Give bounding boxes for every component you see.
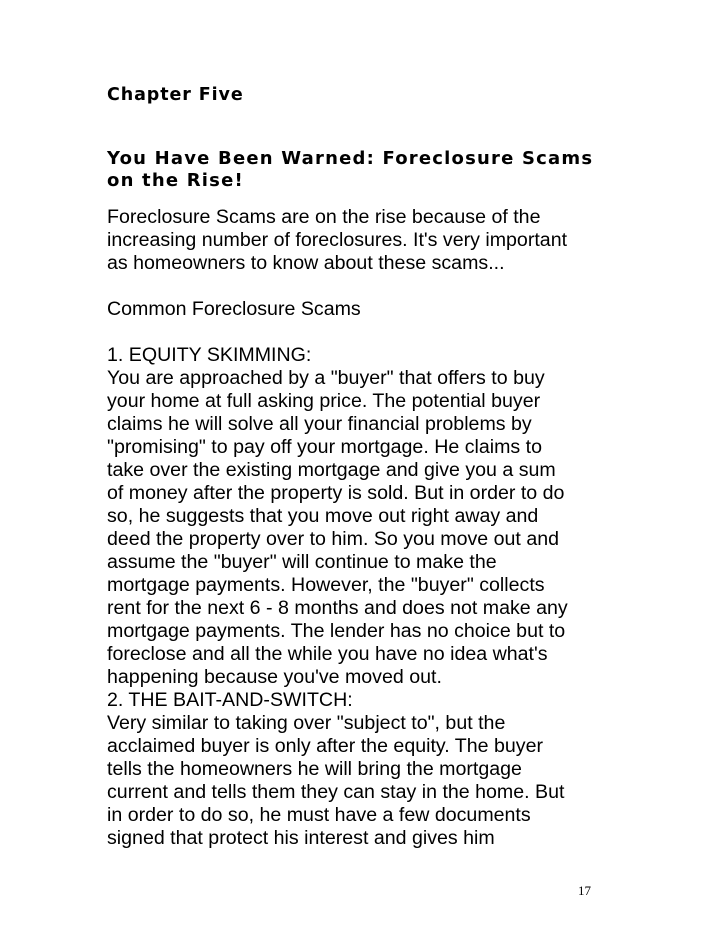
paragraph-line: signed that protect his interest and gives him — [107, 827, 495, 849]
chapter-heading: Chapter Five — [107, 85, 244, 105]
paragraph-line: claims he will solve all your financial problems by — [107, 413, 532, 435]
title-line: on the Rise! — [107, 170, 244, 191]
paragraph-line: take over the existing mortgage and give you a sum — [107, 459, 556, 481]
section-heading: 2. THE BAIT-AND-SWITCH: — [107, 689, 353, 711]
paragraph-line: increasing number of foreclosures. It's very important — [107, 229, 568, 251]
intro-paragraph — [107, 206, 627, 275]
paragraph-line: of money after the property is sold. But in order to do — [107, 482, 565, 504]
paragraph-line: assume the "buyer" will continue to make the — [107, 551, 497, 573]
paragraph-line: acclaimed buyer is only after the equity. The buyer — [107, 735, 544, 757]
section-heading: 1. EQUITY SKIMMING: — [107, 344, 312, 366]
paragraph-line: current and tells them they can stay in the home. But — [107, 781, 565, 803]
section-subheading: Common Foreclosure Scams — [107, 298, 361, 320]
paragraph-line: You are approached by a "buyer" that offers to buy — [107, 367, 545, 389]
paragraph-line: as homeowners to know about these scams... — [107, 252, 505, 274]
paragraph-line: mortgage payments. The lender has no choice but to — [107, 620, 566, 642]
section-subheading-block — [107, 298, 627, 321]
chapter-title — [107, 148, 627, 192]
paragraph-line: Very similar to taking over "subject to", but the — [107, 712, 506, 734]
paragraph-line: "promising" to pay off your mortgage. He claims to — [107, 436, 543, 458]
paragraph-line: deed the property over to him. So you move out and — [107, 528, 560, 550]
paragraph-line: your home at full asking price. The potential buyer — [107, 390, 541, 412]
page-number: 17 — [578, 883, 591, 898]
paragraph-line: tells the homeowners he will bring the mortgage — [107, 758, 522, 780]
paragraph-line: foreclose and all the while you have no idea what's — [107, 643, 548, 665]
paragraph-line: Foreclosure Scams are on the rise because of the — [107, 206, 541, 228]
paragraph-line: mortgage payments. However, the "buyer" collects — [107, 574, 545, 596]
title-line: You Have Been Warned: Foreclosure Scams — [107, 148, 594, 169]
bait-and-switch-section — [107, 689, 627, 850]
paragraph-line: so, he suggests that you move out right away and — [107, 505, 539, 527]
paragraph-line: rent for the next 6 - 8 months and does not make any — [107, 597, 568, 619]
paragraph-line: in order to do so, he must have a few documents — [107, 804, 531, 826]
paragraph-line: happening because you've moved out. — [107, 666, 442, 688]
equity-skimming-section — [107, 344, 627, 689]
